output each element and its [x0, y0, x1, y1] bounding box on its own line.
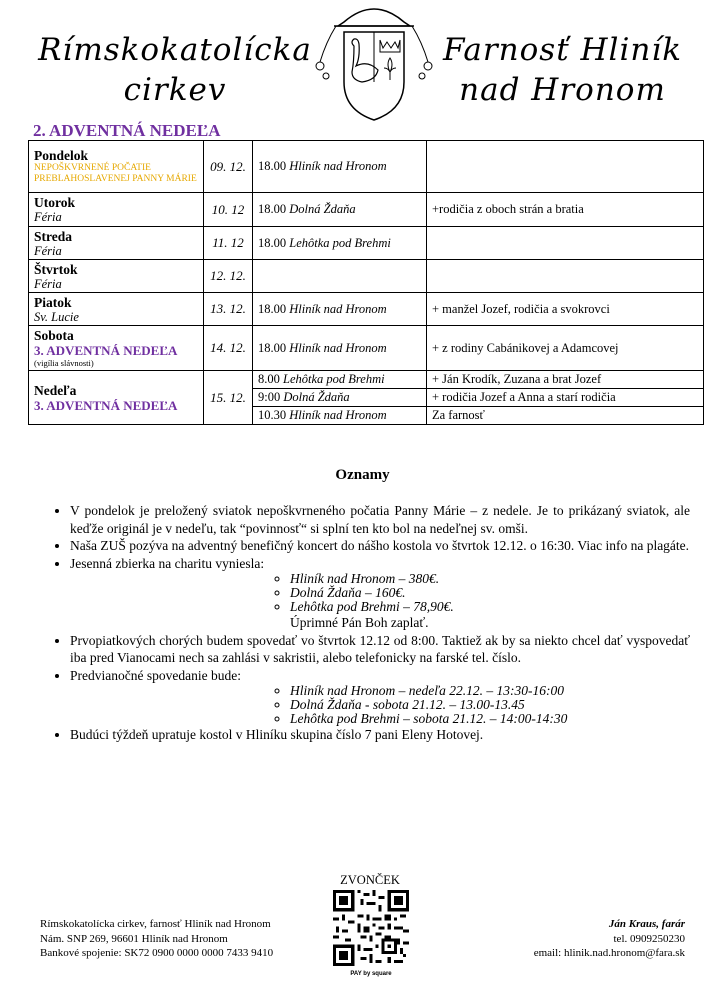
header-left-title	[30, 30, 320, 110]
sub-list-item: ◦ Dolná Ždaňa - sobota 21.12. – 13.00-13.45	[290, 698, 690, 712]
table-row	[29, 293, 704, 326]
day-name: Streda	[34, 228, 73, 244]
date-cell: 10. 12	[204, 193, 253, 227]
qr-title: ZVONČEK	[340, 873, 400, 887]
day-name: Piatok	[34, 294, 72, 310]
header-right-title	[430, 30, 695, 110]
table-row	[29, 260, 704, 293]
day-name: Pondelok	[34, 148, 89, 163]
week-title: 2. ADVENTNÁ NEDEĽA	[33, 121, 221, 140]
day-cell	[29, 326, 204, 371]
table-row	[29, 227, 704, 260]
feast-name: Féria	[34, 210, 62, 224]
sub-list-item: ◦ Hliník nad Hronom – 380€.	[290, 572, 690, 586]
intention-cell: + Ján Krodík, Zuzana a brat Jozef	[427, 371, 704, 389]
mass-time: 18.00	[258, 340, 287, 355]
time-place-cell	[253, 260, 427, 293]
time-place-cell	[253, 193, 427, 227]
time-place-cell	[253, 326, 427, 371]
footer-parish-info	[40, 917, 273, 961]
thanks-line: Úprimné Pán Boh zaplať.	[290, 615, 429, 630]
header-right-line2: nad Hronom	[459, 72, 666, 108]
sub-list-item: ◦ Lehôtka pod Brehmi – sobota 21.12. – 14:00-14:30	[290, 712, 690, 726]
qr-code-icon	[333, 890, 409, 966]
sub-list-item: ◦ Hliník nad Hronom – nedeľa 22.12. – 13:30-16:00	[290, 684, 690, 698]
list-item: • Naša ZUŠ pozýva na adventný benefičný koncert do nášho kostola vo štvrtok 12.12. o 16:30. Viac info na plagáte.	[70, 537, 690, 555]
mass-time: 18.00	[258, 202, 287, 216]
sub-list-item: ◦ Lehôtka pod Brehmi – 78,90€.	[290, 600, 690, 614]
table-row	[29, 193, 704, 227]
date-cell: 09. 12.	[204, 141, 253, 193]
time-place-cell	[253, 293, 427, 326]
mass-time: 18.00	[258, 159, 287, 173]
list-item: • Budúci týždeň upratuje kostol v Hliníku skupina číslo 7 pani Eleny Hotovej.	[70, 726, 690, 744]
intention-cell: + rodičia Jozef a Anna a starí rodičia	[427, 389, 704, 407]
list-item: • Predvianočné spovedanie bude:	[70, 667, 690, 685]
mass-place: Lehôtka pod Brehmi	[283, 372, 385, 386]
mass-place: Lehôtka pod Brehmi	[289, 235, 391, 250]
list-item: • Jesenná zbierka na charitu vyniesla:	[70, 555, 690, 573]
intention-cell	[427, 141, 704, 193]
feast-name: 3. ADVENTNÁ NEDEĽA	[34, 397, 178, 413]
table-row	[29, 371, 704, 389]
coat-of-arms-icon	[306, 2, 442, 122]
feast-name: Féria	[34, 276, 62, 291]
time-place-cell	[253, 371, 427, 389]
mass-time: 18.00	[258, 235, 287, 250]
feast-name: NEPOŠKVRNENÉ POČATIE PREBLAHOSLAVENEJ PANNY MÁRIE	[34, 163, 197, 184]
feast-name: Sv. Lucie	[34, 309, 79, 324]
footer-phone: tel. 0909250230	[613, 932, 685, 945]
announcements-list	[50, 502, 690, 744]
mass-place: Hliník nad Hronom	[289, 408, 387, 422]
pay-by-square-label: PAY by square	[350, 971, 392, 977]
table-row	[29, 141, 704, 193]
mass-place: Dolná Ždaňa	[289, 202, 356, 216]
day-cell	[29, 371, 204, 425]
time-place-cell	[253, 227, 427, 260]
footer-email: email: hlinik.nad.hronom@fara.sk	[533, 947, 685, 959]
intention-cell: +rodičia z oboch strán a bratia	[427, 193, 704, 227]
footer-bank: Bankové spojenie: SK72 0900 0000 0000 7433 9410	[40, 947, 274, 959]
time-place-cell	[253, 407, 427, 425]
footer-address: Nám. SNP 269, 96601 Hliník nad Hronom	[40, 932, 228, 945]
footer-priest-info	[534, 917, 685, 961]
time-place-cell	[253, 141, 427, 193]
day-cell	[29, 227, 204, 260]
day-name: Štvrtok	[34, 261, 78, 277]
list-item: • V pondelok je preložený sviatok nepoškvrneného počatia Panny Márie – z nedele. Je to prikázaný sviatok, ale keďže originál je v nedeľu, tak “povinnosť“ si splní ten kto bol na nedeľnej sv. omši.	[70, 502, 690, 537]
time-place-cell	[253, 389, 427, 407]
mass-time: 8.00	[258, 372, 280, 386]
day-name: Nedeľa	[34, 382, 77, 398]
mass-place: Dolná Ždaňa	[283, 390, 350, 404]
list-item: • Prvopiatkových chorých budem spovedať vo štvrtok 12.12 od 8:00. Taktiež ak by sa niekto chcel dať vyspovedať iba pred Vianocami nech sa zahlási v sakristii, alebo telefonicky na farské tel. číslo.	[70, 632, 690, 667]
mass-place: Hliník nad Hronom	[289, 301, 387, 316]
date-cell: 12. 12.	[204, 260, 253, 293]
header-left-line1: Rímskokatolícka	[38, 32, 312, 68]
intention-cell	[427, 260, 704, 293]
mass-place: Hliník nad Hronom	[289, 340, 387, 355]
mass-schedule-table	[28, 140, 704, 425]
mass-time: 18.00	[258, 301, 287, 316]
day-name: Utorok	[34, 195, 76, 210]
sub-list-item: ◦ Dolná Ždaňa – 160€.	[290, 586, 690, 600]
mass-place: Hliník nad Hronom	[289, 159, 387, 173]
footer-priest-name: Ján Kraus, farár	[608, 918, 685, 930]
intention-cell: + z rodiny Cabánikovej a Adamcovej	[427, 326, 704, 371]
day-cell	[29, 193, 204, 227]
announcements-title: Oznamy	[335, 467, 390, 483]
date-cell: 11. 12	[204, 227, 253, 260]
day-cell	[29, 141, 204, 193]
feast-name: 3. ADVENTNÁ NEDEĽA	[34, 343, 178, 358]
day-cell	[29, 260, 204, 293]
day-cell	[29, 293, 204, 326]
intention-cell	[427, 227, 704, 260]
mass-time: 9:00	[258, 390, 281, 404]
feast-name: Féria	[34, 243, 62, 258]
date-cell: 15. 12.	[204, 371, 253, 425]
footer-parish-name: Rímskokatolícka cirkev, farnosť Hliník nad Hronom	[40, 918, 271, 930]
date-cell: 14. 12.	[204, 326, 253, 371]
intention-cell: + manžel Jozef, rodičia a svokrovci	[427, 293, 704, 326]
header-left-line2: cirkev	[123, 72, 227, 108]
intention-cell: Za farnosť	[427, 407, 704, 425]
header-right-line1: Farnosť Hliník	[442, 32, 683, 68]
date-cell: 13. 12.	[204, 293, 253, 326]
day-name: Sobota	[34, 328, 74, 343]
vigil-note: (vigília slávnosti)	[34, 358, 94, 368]
table-row	[29, 326, 704, 371]
mass-time: 10.30	[258, 408, 287, 422]
